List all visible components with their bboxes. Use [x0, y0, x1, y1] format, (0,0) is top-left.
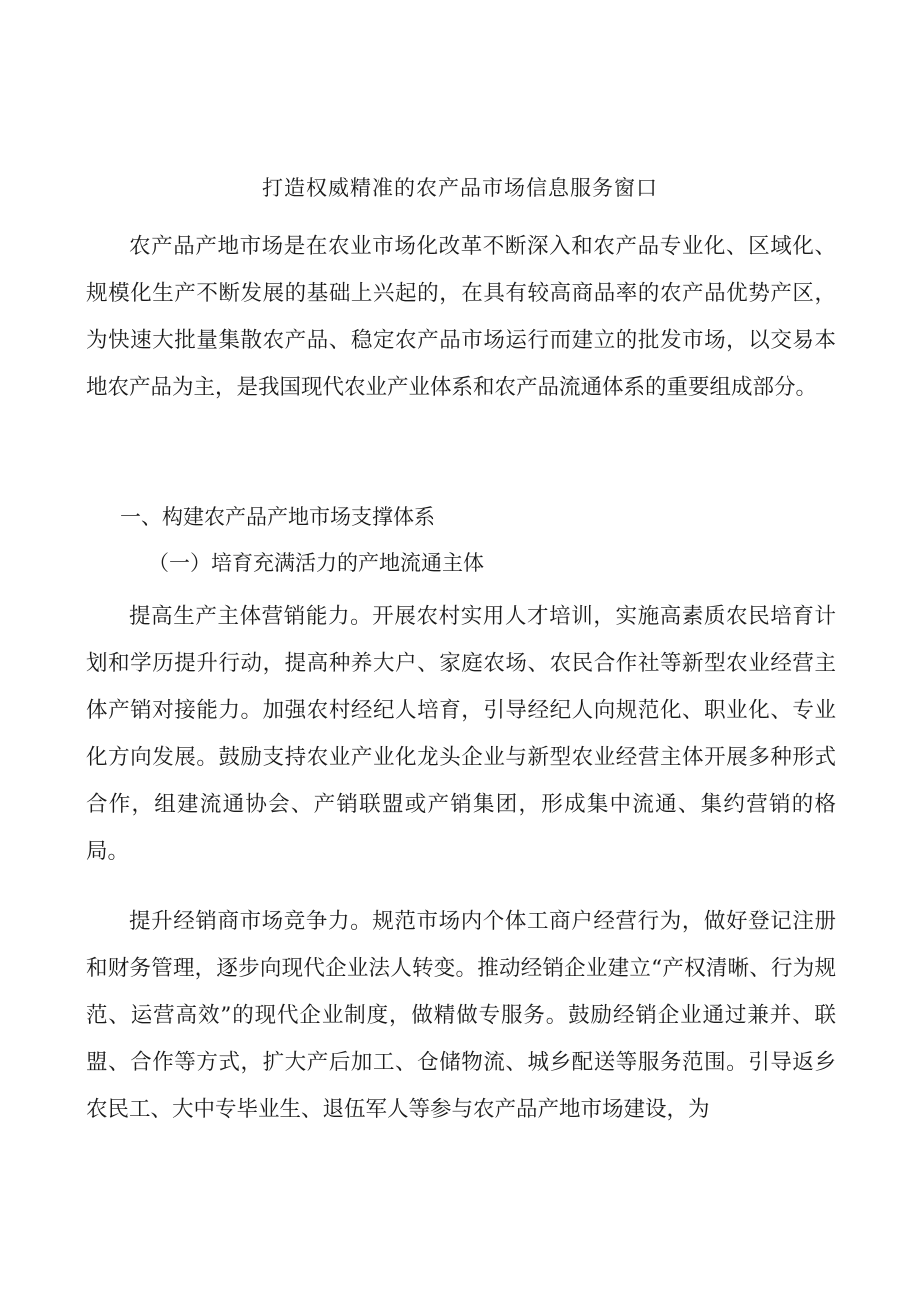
- section-heading: 一、构建农产品产地市场支撑体系: [120, 505, 435, 529]
- body-paragraph: 提高生产主体营销能力。开展农村实用人才培训，实施高素质农民培育计划和学历提升行动，提高种养大户、家庭农场、农民合作社等新型农业经营主体产销对接能力。加强农村经纪人培育，引导经纪人向规范化、职业化、专业化方向发展。鼓励支持农业产业化龙头企业与新型农业经营主体开展多种形式合作，组建流通协会、产销联盟或产销集团，形成集中流通、集约营销的格局。: [86, 604, 836, 864]
- subsection-heading: （一）培育充满活力的产地流通主体: [148, 551, 484, 575]
- body-paragraph: 提升经销商市场竞争力。规范市场内个体工商户经营行为，做好登记注册和财务管理，逐步向现代企业法人转变。推动经销企业建立“产权清晰、行为规范、运营高效”的现代企业制度，做精做专服务。鼓励经销企业通过兼并、联盟、合作等方式，扩大产后加工、仓储物流、城乡配送等服务范围。引导返乡农民工、大中专毕业生、退伍军人等参与农产品产地市场建设，为: [86, 909, 836, 1122]
- intro-paragraph: 农产品产地市场是在农业市场化改革不断深入和农产品专业化、区域化、规模化生产不断发展的基础上兴起的，在具有较高商品率的农产品优势产区，为快速大批量集散农产品、稳定农产品市场运行而建立的批发市场，以交易本地农产品为主，是我国现代农业产业体系和农产品流通体系的重要组成部分。: [86, 234, 836, 400]
- document-title: 打造权威精准的农产品市场信息服务窗口: [262, 176, 658, 200]
